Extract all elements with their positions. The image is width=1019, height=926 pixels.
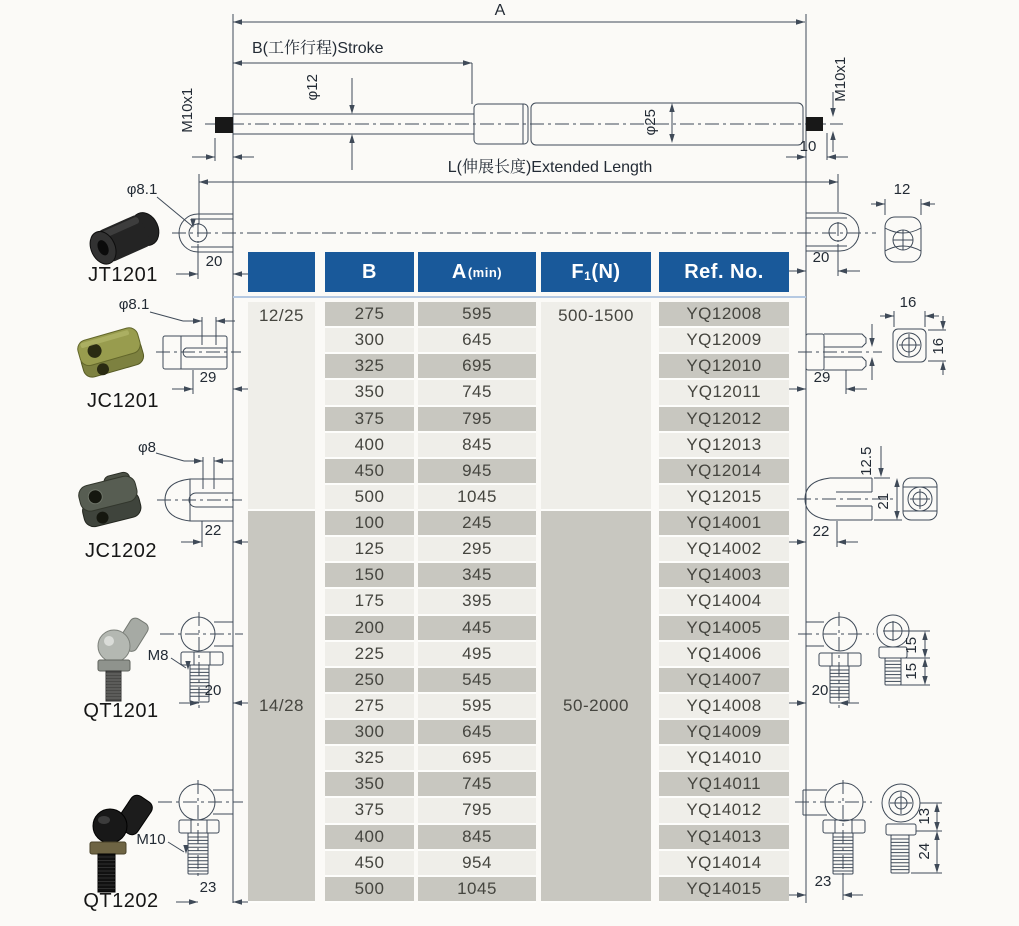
cell-a: 945 (418, 459, 536, 485)
table-group-12-25 (248, 302, 789, 511)
column-ref-no (659, 511, 789, 903)
cell-ref: YQ14002 (659, 537, 789, 563)
cell-ref: YQ14012 (659, 798, 789, 824)
nut-length-label: 10 (799, 138, 817, 155)
cell-b: 100 (325, 511, 414, 537)
cell-b: 400 (325, 433, 414, 459)
column-b (325, 302, 414, 511)
cell-a: 545 (418, 668, 536, 694)
cell-a: 954 (418, 851, 536, 877)
jc1201-length-right-label: 29 (813, 369, 831, 386)
header-force: F $_1$ (N) (541, 252, 651, 292)
cell-b: 400 (325, 825, 414, 851)
cell-b: 125 (325, 537, 414, 563)
jc1202-diameter-label: φ8 (137, 439, 157, 456)
qt1201-length-left-label: 20 (204, 682, 222, 699)
eye-width-label: 12 (893, 181, 911, 198)
jc1202-slot-label: 12.5 (857, 446, 875, 476)
qt1202-dim24-label: 24 (915, 842, 933, 860)
qt1202-dim13-label: 13 (915, 807, 933, 825)
cell-a: 745 (418, 772, 536, 798)
cell-a: 1045 (418, 877, 536, 903)
dim-l-extended-label: L(伸展长度)Extended Length (447, 159, 653, 176)
spec-table-body (248, 302, 789, 903)
rod-diameter-label: φ12 (303, 74, 321, 101)
qt1201-dim15a-label: 15 (902, 636, 920, 654)
thread-left-label: M10x1 (178, 87, 196, 133)
cell-b: 350 (325, 380, 414, 406)
table-group-14-28 (248, 511, 789, 903)
cell-b: 300 (325, 720, 414, 746)
cell-b: 200 (325, 616, 414, 642)
cell-b: 225 (325, 642, 414, 668)
cell-a: 595 (418, 694, 536, 720)
cell-b: 275 (325, 302, 414, 328)
cell-a: 345 (418, 563, 536, 589)
jc1201-square-height-label: 16 (929, 337, 947, 355)
cell-ref: YQ14010 (659, 746, 789, 772)
jc1202-width-label: 21 (874, 492, 892, 510)
cell-a: 695 (418, 354, 536, 380)
cell-a: 1045 (418, 485, 536, 511)
jc1201-length-left-label: 29 (199, 369, 217, 386)
cell-a: 645 (418, 328, 536, 354)
group-size-cell: 14/28 (248, 511, 315, 903)
group-force-cell: 500-1500 (541, 302, 651, 511)
cell-ref: YQ14015 (659, 877, 789, 903)
qt1202-length-right-label: 23 (814, 873, 832, 890)
jc1201-photo (76, 326, 146, 381)
cell-a: 395 (418, 589, 536, 615)
qt1201-length-right-label: 20 (811, 682, 829, 699)
cell-a: 695 (418, 746, 536, 772)
cell-a: 795 (418, 407, 536, 433)
spec-table (248, 252, 789, 903)
qt1201-thread-label: M8 (147, 647, 169, 664)
qt1202-length-left-label: 23 (199, 879, 217, 896)
cell-a: 245 (418, 511, 536, 537)
tube-diameter-label: φ25 (641, 109, 659, 136)
cell-a: 745 (418, 380, 536, 406)
cell-ref: YQ14005 (659, 616, 789, 642)
group-force-cell: 50-2000 (541, 511, 651, 903)
jc1201-diameter-label: φ8.1 (118, 296, 150, 313)
qt1202-thread-label: M10 (136, 831, 166, 848)
eye-depth-right-label: 20 (812, 249, 830, 266)
jt1201-photo (85, 208, 164, 268)
cell-b: 325 (325, 746, 414, 772)
cell-a: 595 (418, 302, 536, 328)
cell-b: 375 (325, 798, 414, 824)
header-size (248, 252, 315, 292)
cell-a: 845 (418, 825, 536, 851)
cell-ref: YQ12015 (659, 485, 789, 511)
jc1202-length-right-label: 22 (812, 523, 830, 540)
cell-ref: YQ14013 (659, 825, 789, 851)
cell-ref: YQ14007 (659, 668, 789, 694)
cell-a: 495 (418, 642, 536, 668)
column-b (325, 511, 414, 903)
cell-ref: YQ14011 (659, 772, 789, 798)
cell-ref: YQ12008 (659, 302, 789, 328)
part-label-jc1201: JC1201 (87, 390, 159, 412)
cell-a: 795 (418, 798, 536, 824)
cell-a: 295 (418, 537, 536, 563)
cell-a: 645 (418, 720, 536, 746)
cell-ref: YQ12010 (659, 354, 789, 380)
part-label-jc1202: JC1202 (85, 540, 157, 562)
part-label-qt1201: QT1201 (83, 700, 159, 722)
jc1202-length-left-label: 22 (204, 522, 222, 539)
cell-b: 275 (325, 694, 414, 720)
thread-right-label: M10x1 (831, 56, 849, 102)
cell-ref: YQ14014 (659, 851, 789, 877)
cell-a: 445 (418, 616, 536, 642)
column-ref-no (659, 302, 789, 511)
cell-b: 450 (325, 851, 414, 877)
dim-b-stroke-label: B(工作行程)Stroke (252, 40, 384, 57)
cell-b: 350 (325, 772, 414, 798)
cell-b: 450 (325, 459, 414, 485)
eye-diameter-label: φ8.1 (126, 181, 158, 198)
cell-b: 325 (325, 354, 414, 380)
column-a-min (418, 511, 536, 903)
eye-depth-left-label: 20 (205, 253, 223, 270)
cell-b: 150 (325, 563, 414, 589)
cell-b: 250 (325, 668, 414, 694)
cell-ref: YQ14001 (659, 511, 789, 537)
cell-ref: YQ12011 (659, 380, 789, 406)
part-label-qt1202: QT1202 (83, 890, 159, 912)
cell-ref: YQ12009 (659, 328, 789, 354)
cell-ref: YQ14004 (659, 589, 789, 615)
dim-a-label: A (494, 2, 506, 19)
cell-b: 375 (325, 407, 414, 433)
cell-ref: YQ14009 (659, 720, 789, 746)
cell-ref: YQ12014 (659, 459, 789, 485)
cell-b: 500 (325, 877, 414, 903)
jc1201-square-width-label: 16 (899, 294, 917, 311)
cell-b: 300 (325, 328, 414, 354)
cell-b: 500 (325, 485, 414, 511)
cell-b: 175 (325, 589, 414, 615)
header-ref-no: Ref. No. (659, 252, 789, 292)
part-label-jt1201: JT1201 (88, 264, 158, 286)
cell-ref: YQ14003 (659, 563, 789, 589)
cell-ref: YQ14008 (659, 694, 789, 720)
column-a-min (418, 302, 536, 511)
group-size-cell: 12/25 (248, 302, 315, 511)
header-b: B (325, 252, 414, 292)
header-a-min: A (min) (418, 252, 536, 292)
jc1202-photo (76, 470, 143, 529)
spec-table-header (248, 252, 789, 292)
cell-ref: YQ12013 (659, 433, 789, 459)
cell-ref: YQ14006 (659, 642, 789, 668)
cell-a: 845 (418, 433, 536, 459)
cell-ref: YQ12012 (659, 407, 789, 433)
qt1201-dim15b-label: 15 (902, 662, 920, 680)
